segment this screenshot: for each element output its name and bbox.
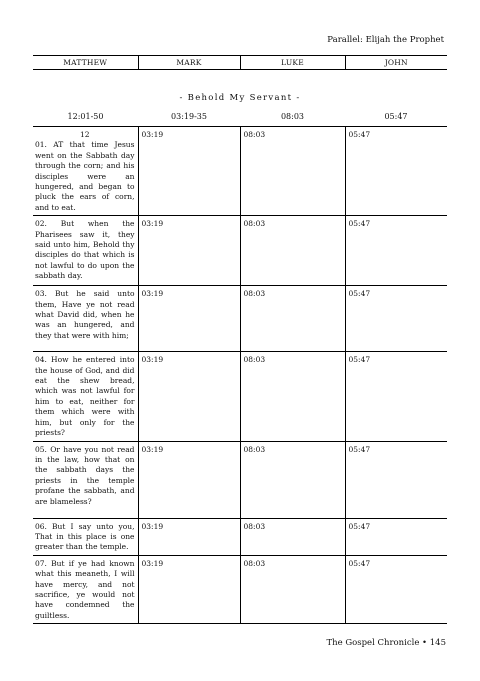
verse-cell-john: 05:47 <box>345 441 447 518</box>
page-header: Parallel: Elijah the Prophet <box>327 35 444 45</box>
verse-cell-luke: 08:03 <box>240 441 345 518</box>
reference-row <box>33 112 447 121</box>
ref-luke: 08:03 <box>280 112 305 121</box>
ref-matthew: 12:01-50 <box>67 112 104 121</box>
verse-cell-matthew <box>33 286 138 352</box>
verse-text: 02. But when the Pharisees saw it, they said unto him, Behold thy disciples do that which is not lawful to do upon the sabbath day. <box>35 219 135 281</box>
verses-table <box>33 126 447 624</box>
verse-row <box>33 441 447 518</box>
verse-cell-mark: 03:19 <box>138 127 240 216</box>
verse-cell-mark: 03:19 <box>138 441 240 518</box>
verse-row <box>33 555 447 623</box>
verse-cell-matthew <box>33 127 138 216</box>
ref-john: 05:47 <box>384 112 408 121</box>
verse-text: 01. AT that time Jesus went on the Sabbath day through the corn; and his disciples were an hungered, and began to pluck the ears of corn, and to eat. <box>35 140 135 212</box>
verse-cell-john: 05:47 <box>345 216 447 286</box>
verse-cell-matthew <box>33 441 138 518</box>
column-header-matthew: MATTHEW <box>33 56 138 70</box>
verse-cell-mark: 03:19 <box>138 352 240 441</box>
verse-cell-john: 05:47 <box>345 555 447 623</box>
verse-text: 05. Or have you not read in the law, how that on the sabbath days the priests in the temple profane the sabbath, and are blameless? <box>35 444 135 506</box>
verse-row <box>33 286 447 352</box>
chapter-number: 12 <box>79 130 90 139</box>
column-header-mark: MARK <box>138 56 240 70</box>
verse-cell-luke: 08:03 <box>240 127 345 216</box>
gospel-columns-header <box>33 55 447 70</box>
verse-text: 03. But he said unto them, Have ye not read what David did, when he was an hungered, and they that were with him; <box>35 289 135 340</box>
verse-cell-john: 05:47 <box>345 127 447 216</box>
page-footer: The Gospel Chronicle • 145 <box>326 638 446 648</box>
verse-cell-matthew <box>33 216 138 286</box>
verse-cell-luke: 08:03 <box>240 216 345 286</box>
verse-cell-luke: 08:03 <box>240 352 345 441</box>
verse-cell-luke: 08:03 <box>240 518 345 555</box>
verse-text: 04. How he entered into the house of God, and did eat the shew bread, which was not lawful for him to eat, neither for them which were with him, but only for the priests? <box>35 355 135 438</box>
verse-cell-luke: 08:03 <box>240 286 345 352</box>
verse-cell-mark: 03:19 <box>138 555 240 623</box>
verse-cell-john: 05:47 <box>345 518 447 555</box>
column-header-john: JOHN <box>345 56 447 70</box>
verse-cell-matthew <box>33 555 138 623</box>
verse-row <box>33 352 447 441</box>
verse-cell-matthew <box>33 352 138 441</box>
verse-text: 07. But if ye had known what this meaneth, I will have mercy, and not sacrifice, ye would not have condemned the guiltless. <box>35 558 135 620</box>
column-header-luke: LUKE <box>240 56 345 70</box>
verse-cell-mark: 03:19 <box>138 286 240 352</box>
verse-cell-matthew <box>33 518 138 555</box>
verse-cell-luke: 08:03 <box>240 555 345 623</box>
verse-cell-mark: 03:19 <box>138 518 240 555</box>
section-title: - Behold My Servant - <box>179 93 301 103</box>
verse-cell-mark: 03:19 <box>138 216 240 286</box>
ref-mark: 03:19-35 <box>171 112 207 121</box>
verse-row <box>33 127 447 216</box>
verse-row <box>33 216 447 286</box>
verse-cell-john: 05:47 <box>345 286 447 352</box>
verse-text: 06. But I say unto you, That in this place is one greater than the temple. <box>35 521 135 552</box>
verse-row <box>33 518 447 555</box>
verse-cell-john: 05:47 <box>345 352 447 441</box>
